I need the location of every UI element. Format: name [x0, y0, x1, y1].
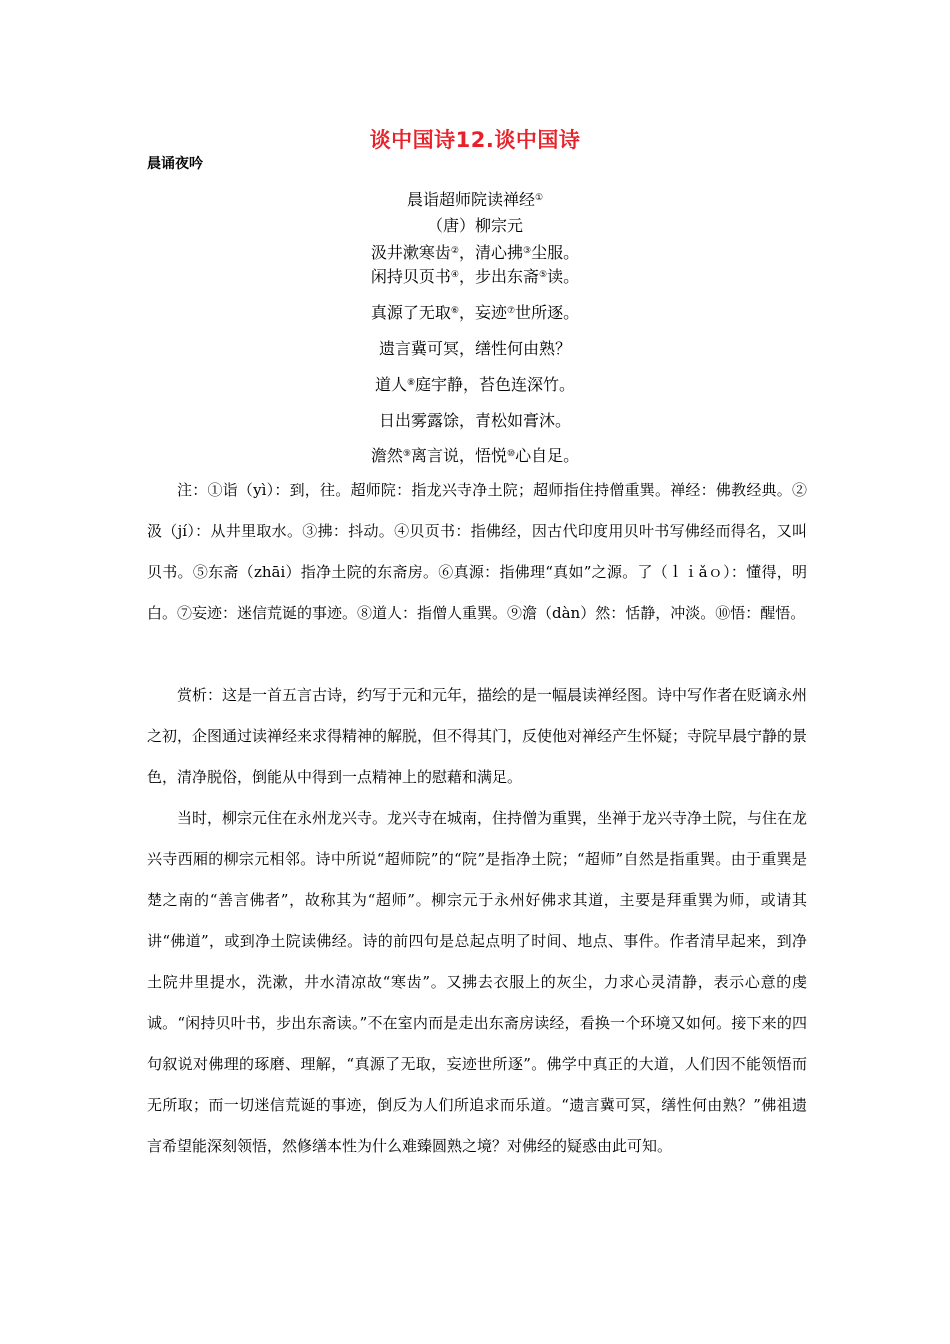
- poem-line: [0, 240, 950, 263]
- footnote-marker: ②: [450, 246, 459, 256]
- poem-text: 汲井漱寒齿: [370, 243, 451, 262]
- poem-line: [0, 443, 950, 466]
- poem-text: 日出雾露馀，青松如膏沐。: [378, 411, 571, 430]
- poem-title-text: 晨诣超师院读禅经: [406, 190, 535, 209]
- footnote-marker: ④: [450, 270, 459, 280]
- commentary-paragraph: 当时，柳宗元住在永州龙兴寺。龙兴寺在城南，住持僧为重巽，坐禅于龙兴寺净土院，与住在龙兴寺西厢的柳宗元相邻。诗中所说“超师院”的“院”是指净土院；“超师”自然是指重巽。由于重巽是楚之南的“善言佛者”，故称其为“超师”。柳宗元于永州好佛求其道，主要是拜重巽为师，或请其讲“佛道”，或到净土院读佛经。诗的前四句是总起点明了时间、地点、事件。作者清早起来，到净土院井里提水，洗漱，井水清凉故“寒齿”。又拂去衣服上的灰尘，力求心灵清静，表示心意的虔诚。“闲持贝叶书，步出东斋读。”不在室内而是走出东斋房读经，看换一个环境又如何。接下来的四句叙说对佛理的琢磨、理解，“真源了无取，妄迹世所逐”。佛学中真正的大道，人们因不能领悟而无所取；而一切迷信荒诞的事迹，倒反为人们所追求而乐道。“遗言冀可冥，缮性何由熟？”佛祖遗言希望能深刻领悟，然修缮本性为什么难臻圆熟之境？对佛经的疑惑由此可知。: [147, 809, 808, 1155]
- footnote-marker: ⑨: [402, 449, 411, 459]
- poem-text: 遗言冀可冥，缮性何由熟？: [378, 339, 571, 358]
- poem-text: ，妄迹: [458, 303, 507, 322]
- poem-text: 澹然: [370, 446, 403, 465]
- poem-text: 真源了无取: [370, 303, 451, 322]
- poem-title: [0, 187, 950, 210]
- section-heading: 晨诵夜吟: [147, 156, 203, 172]
- poem-text: 离言说，悟悦: [410, 446, 507, 465]
- footnote-marker: ⑥: [450, 306, 459, 316]
- notes-block: [147, 470, 807, 634]
- poem-line: [0, 408, 950, 431]
- appreciation-block: [147, 675, 807, 798]
- appreciation-paragraph: 赏析：这是一首五言古诗，约写于元和元年，描绘的是一幅晨读禅经图。诗中写作者在贬谪永州之初，企图通过读禅经来求得精神的解脱，但不得其门，反使他对禅经产生怀疑；寺院早晨宁静的景色，清净脱俗，倒能从中得到一点精神上的慰藉和满足。: [147, 686, 808, 786]
- page-title: 谈中国诗12.谈中国诗: [369, 128, 581, 152]
- poem-line: [0, 372, 950, 395]
- poem-line: [0, 264, 950, 287]
- poem-line: [0, 336, 950, 359]
- poem-text: 读。: [547, 267, 580, 286]
- poem-author: （唐）柳宗元: [426, 216, 523, 235]
- commentary-block: [147, 798, 807, 1167]
- poem-text: ，清心拂: [458, 243, 523, 262]
- poem-text: 心自足。: [515, 446, 580, 465]
- notes-paragraph: 注：①诣（yì）：到，往。超师院：指龙兴寺净土院；超师指住持僧重巽。禅经：佛教经典。②汲（jí）：从井里取水。③拂：抖动。④贝页书：指佛经，因古代印度用贝叶书写佛经而得名，又叫贝书。⑤东斋（zhāi）指净土院的东斋房。⑥真源：指佛理“真如”之源。了（ｌｉǎｏ）：懂得，明白。⑦妄迹：迷信荒诞的事迹。⑧道人：指僧人重巽。⑨澹（dàn）然：恬静，冲淡。⑩悟：醒悟。: [147, 481, 807, 622]
- poem-text: 庭宇静，苔色连深竹。: [415, 375, 576, 394]
- footnote-marker: ⑤: [539, 270, 548, 280]
- footnote-marker: ⑩: [507, 449, 516, 459]
- footnote-marker: ①: [534, 193, 544, 203]
- poem-text: ，步出东斋: [458, 267, 539, 286]
- poem-text: 尘服。: [531, 243, 580, 262]
- poem-line: [0, 300, 950, 323]
- footnote-marker: ③: [523, 246, 532, 256]
- poem-text: 闲持贝页书: [370, 267, 451, 286]
- footnote-marker: ⑧: [406, 378, 416, 388]
- poem-text: 世所逐。: [515, 303, 580, 322]
- poem-text: 道人: [374, 375, 407, 394]
- footnote-marker: ⑦: [507, 306, 516, 316]
